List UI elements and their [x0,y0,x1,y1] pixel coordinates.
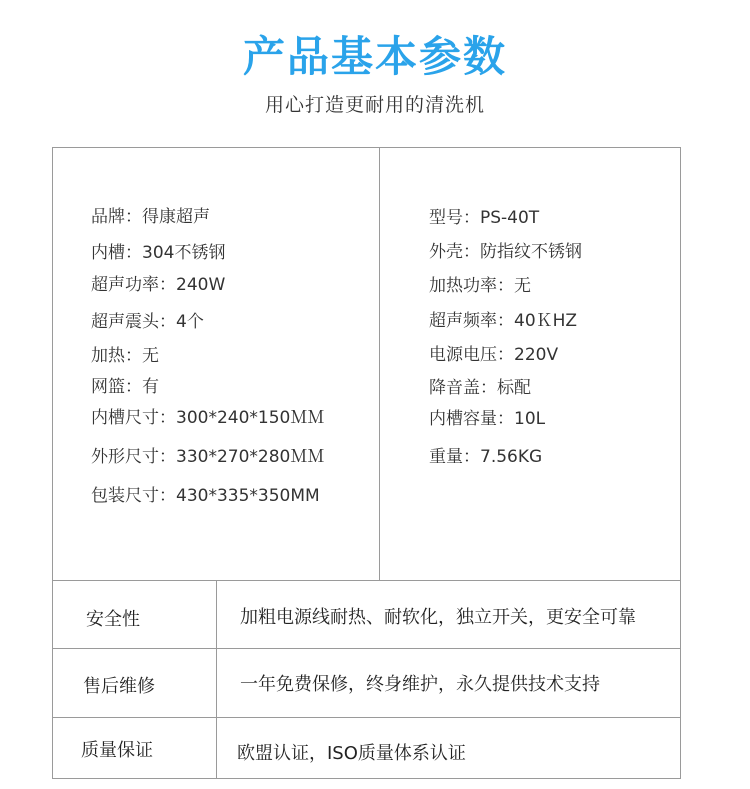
spec-capacity: 内槽容量：10L [429,409,546,429]
spec-shell: 外壳：防指纹不锈钢 [429,242,582,262]
page-subtitle: 用心打造更耐用的清洗机 [264,94,485,116]
row-divider [52,580,681,581]
spec-brand: 品牌：得康超声 [91,207,210,227]
feature-label-safety: 安全性 [86,609,140,630]
row-divider [52,717,681,718]
spec-column-divider [379,147,380,580]
feature-column-divider [216,580,217,779]
spec-ultrasonic-power: 超声功率：240W [91,275,226,295]
feature-text-after-sales: 一年免费保修，终身维护，永久提供技术支持 [240,674,600,695]
feature-text-quality: 欧盟认证，ISO质量体系认证 [237,743,466,764]
page-title: 产品基本参数 [242,32,507,81]
spec-weight: 重量：7.56KG [429,447,543,467]
spec-heating-power: 加热功率：无 [429,276,531,296]
feature-label-quality: 质量保证 [81,740,153,761]
spec-model: 型号：PS-40T [429,208,540,228]
spec-inner-tank: 内槽：304不锈钢 [91,243,226,263]
spec-frequency: 超声频率：40ＫHZ [429,311,578,331]
row-divider [52,648,681,649]
spec-outer-size: 外形尺寸：330*270*280ＭＭ [91,447,325,467]
spec-basket: 网篮：有 [91,377,159,397]
feature-text-safety: 加粗电源线耐热、耐软化，独立开关，更安全可靠 [240,607,636,628]
feature-label-after-sales: 售后维修 [83,676,155,697]
spec-heating: 加热：无 [91,346,159,366]
spec-inner-size: 内槽尺寸：300*240*150ＭＭ [91,408,325,428]
spec-voltage: 电源电压：220V [429,345,559,365]
spec-transducers: 超声震头：4个 [91,312,204,332]
spec-noise-cover: 降音盖：标配 [429,378,531,398]
spec-package-size: 包装尺寸：430*335*350MM [91,486,320,506]
